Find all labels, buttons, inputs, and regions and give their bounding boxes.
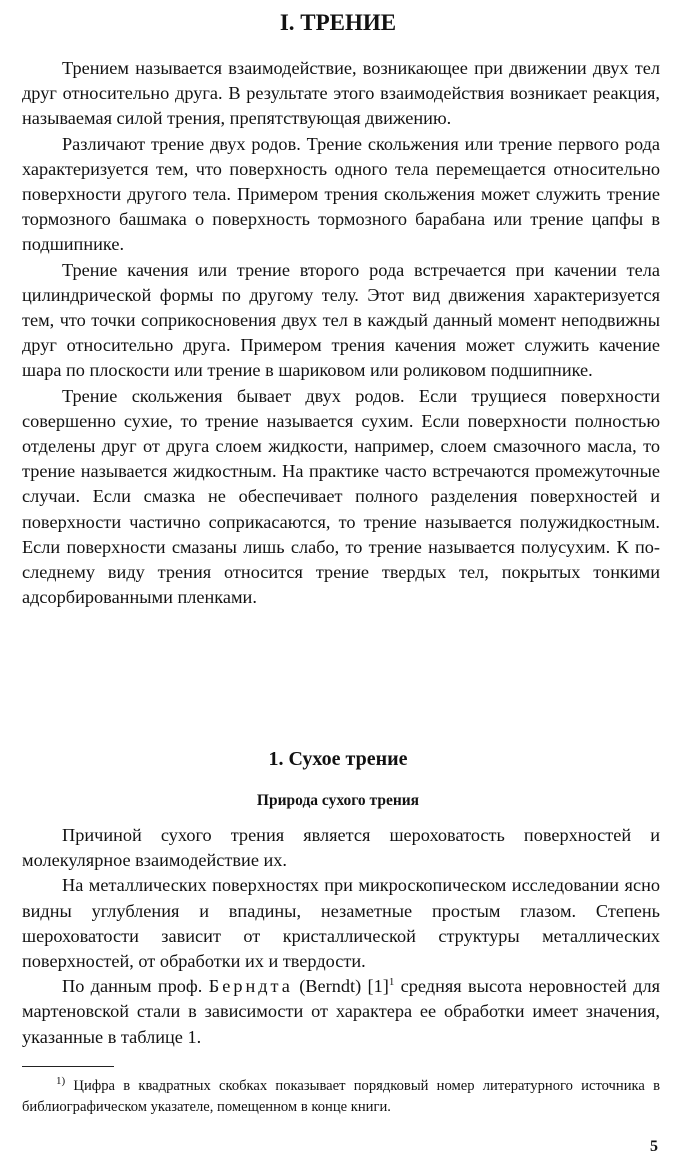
paragraph: Причиной сухого трения является шероховатость поверхностей и молекулярное взаимодействие их.: [22, 825, 660, 871]
section-title: 1. Сухое трение: [268, 748, 408, 770]
paragraph: На металлических поверхностях при микроскопическом исследовании ясно видны углубления и впадины, незаметные простым глазом. Степень шероховатости зависит от кристаллической структуры металлических поверхностей, от обработки их и твердости.: [22, 875, 660, 972]
paragraph: Трение скольжения бывает двух родов. Если трущиеся поверхности совершенно сухие, то трение называется сухим. Если поверхности полностью отделены друг от друга слоем жидкости, например, слоем смазочного масла, то трение называется жидкостным. На практике часто встречаются промежуточные случаи. Если смазка не обеспечивает полного разделения поверхностей и поверхности частично соприкасаются, то трение называется полужидкостным. Если поверхности смазаны лишь слабо, то трение называется полусухим. К последнему виду трения относится трение твердых тел, покрытых тонкими адсорбированными пленками.: [22, 385, 660, 608]
subsection-title: Природа сухого трения: [256, 792, 420, 809]
text-run: По данным проф.: [62, 976, 209, 997]
paragraph: Трением называется взаимодействие, возникающее при движении двух тел друг относительно друга. В результате этого взаимодействия возникает реакция, называемая силой трения, препятствующая движению.: [22, 58, 660, 129]
footnote-number: 1): [56, 1075, 66, 1088]
footnote-marker: 1: [388, 976, 395, 989]
footnote: [22, 1076, 660, 1118]
footnote-divider: [22, 1066, 114, 1067]
section-body: [22, 823, 660, 1050]
paragraph-with-reference: [22, 974, 660, 1050]
author-name: Берндта: [208, 976, 293, 997]
page-number: 5: [650, 1138, 658, 1155]
chapter-body: [22, 56, 660, 610]
footnote-text: Цифра в квадратных скобках показывает порядковый номер литературного источника в библиографическом указателе, помещенном в конце книги.: [22, 1078, 660, 1115]
text-run: (Berndt) [1]: [292, 976, 389, 997]
text-run: средняя высота неровностей для мартеновской стали в зависимости от характера ее обработки имеет значения, указанные в таблице 1.: [22, 976, 660, 1047]
chapter-title: I. ТРЕНИЕ: [279, 10, 397, 35]
paragraph: Различают трение двух родов. Трение скольжения или трение первого рода характеризуется тем, что поверхность одного тела перемещается относительно поверхности другого тела. Примером трения скольжения может служить трение тормозного башмака о поверхность тормозного барабана или трение цапфы в подшипнике.: [22, 133, 660, 255]
paragraph: Трение качения или трение второго рода встречается при качении тела цилиндрической формы по другому телу. Этот вид движения характеризуется тем, что точки соприкосновения двух тел в каждый данный момент неподвижны друг относительно друга. Примером трения качения может служить качение шара по плоскости или трение в шариковом или роликовом подшипнике.: [22, 259, 660, 381]
